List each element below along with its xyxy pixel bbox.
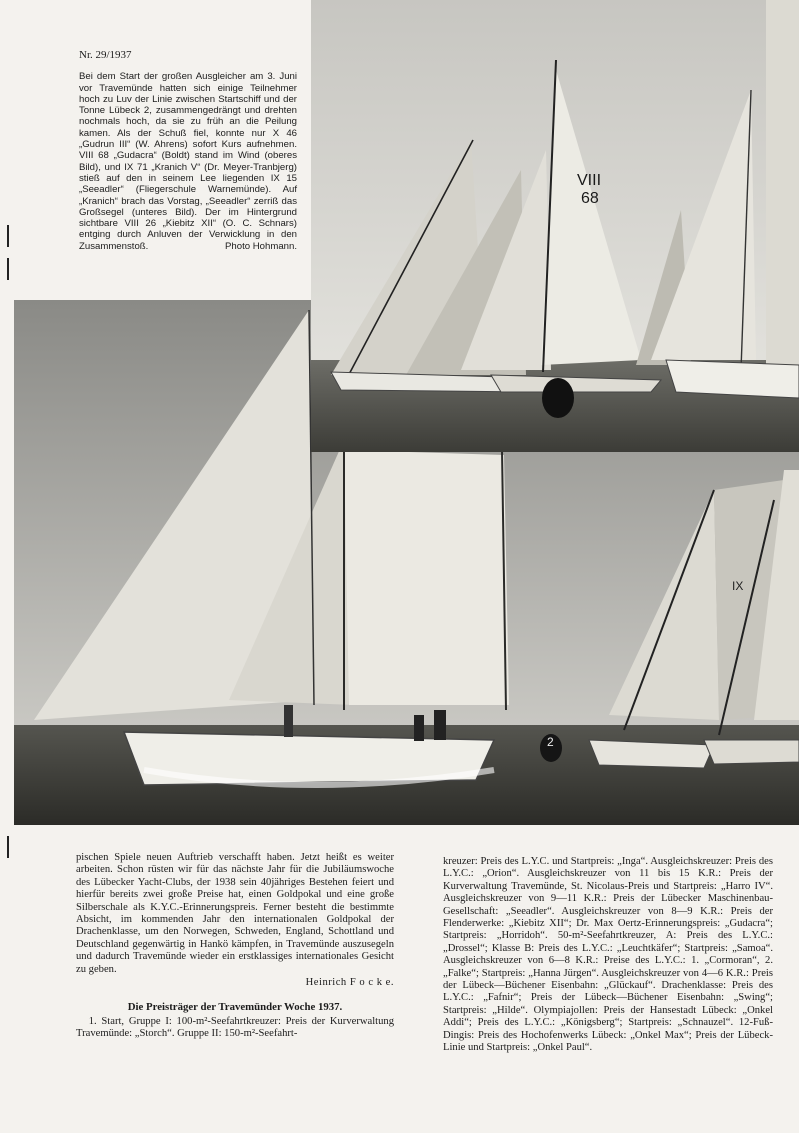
buoy-number: 2 [547, 735, 554, 749]
photo-caption [79, 50, 297, 252]
binder-mark [7, 258, 9, 280]
binder-mark [7, 225, 9, 247]
caption-text: Bei dem Start der großen Ausgleicher am 3. Juni vor Travemünde hatten sich einige Teilnehmer hoch zu Luv der Linie zwischen Startschiff und der Tonne Lübeck 2, zusammengedrängt und drehten nochmals hoch, da sie zu früh an die Peilung kamen. Als der Schuß fiel, konnte nur X 46 „Gudrun III“ (W. Ahrens) sofort Kurs aufnehmen. VIII 68 „Gudacra“ (Boldt) stand im Wind (oberes Bild), und IX 71 „Kranich V“ (Dr. Meyer-Tranbjerg) stieß auf den in seinem Lee liegenden IX 15 „Seeadler“ (Fliegerschule Warnemünde). Auf „Kranich“ brach das Vorstag, „Seeadler“ zerriß das Großsegel (unteres Bild). Der im Hintergrund sichtbare VIII 26 „Kiebitz XII“ (O. C. Schnars) entging durch Anluven der Verwicklung in den Zusammenstoß. [79, 71, 297, 252]
article-column-right [443, 856, 773, 1055]
sail-number: IX [732, 579, 744, 593]
section-heading: Die Preisträger der Travemünder Woche 1937. [127, 1001, 343, 1014]
prize-list-start: 1. Start, Gruppe I: 100-m²-Seefahrtkreuzer: Preis der Kurverwaltung Travemünde: „Storch“. Gruppe II: 150-m²-Seefahrt- [76, 1015, 394, 1040]
sail-number-bottom: 68 [581, 190, 599, 207]
author-signature: Heinrich F o c k e. [305, 977, 394, 989]
issue-label: Nr. 29/1937 [79, 49, 132, 61]
photo-regatta-start [311, 0, 799, 452]
sail-number-top: VIII [577, 172, 602, 189]
binder-mark [7, 836, 9, 858]
photo-credit: Photo Hohmann. [225, 240, 297, 252]
article-paragraph: pischen Spiele neuen Auftrieb verschafft haben. Jetzt heißt es weiter arbeiten. Schon rüsten wir für das nächste Jahr für die Jubiläumswoche des Lübecker Yacht-Clubs, der 1938 sein 40jähriges Bestehen feiert und hierfür bereits zwei große Preise hat, einen Goldpokal und eine große Silberschale als K.Y.C.-Erinnerungspreis. Ferner besteht die bestimmte Absicht, im kommenden Jahr den internationalen Goldpokal der Drachenklasse, um den Norwegen, Schweden, England, Schottland und Deutschland gegenwärtig in Hankö kämpfen, in Travemünde auszusegeln und dadurch Travemünde wieder ein erstklassiges internationales Gesicht zu geben. [76, 852, 394, 975]
prize-list-continued: kreuzer: Preis des L.Y.C. und Startpreis: „Inga“. Ausgleichskreuzer: Preis des L.Y.C.: „Orion“. Ausgleichskreuzer von 11 bis 15 K.R.: Preis der Kurverwaltung Travemünde, St. Nicolaus-Preis und Startpreis: „Harro IV“. Ausgleichskreuzer von 9—11 K.R.: Preis der Lübecker Maschinenbau-Gesellschaft: „Seeadler“. Ausgleichskreuzer von 8—9 K.R.: Preis der Flenderwerke: „Kiebitz XII“; Dr. Max Oertz-Erinnerungspreis: „Gudacra“; Startpreis: „Horridoh“. 50-m²-Seefahrtkreuzer, A: Preis des L.Y.C.: „Drossel“; Klasse B: Preis des L.Y.C.: „Leuchtkäfer“; Startpreis: „Samoa“. Ausgleichskreuzer von 6—8 K.R.: Preise des L.Y.C.: 1. „Cormoran“, 2. „Falke“; Startpreis: „Hanna Jürgen“. Ausgleichskreuzer von 4—6 K.R.: Preis der Lübeck—Büchener Eisenbahn: „Glückauf“. Drachenklasse: Preis des L.Y.C.: „Fafnir“; Preis der Lübeck—Büchener Eisenbahn: „Swing“; Startpreis: „Hilde“. Olympiajollen: Preis der Hansestadt Lübeck: „Onkel Addi“; Preis des L.Y.C.: „Königsberg“; Startpreis: „Schnauzel“. 12-Fuß-Dingis: Preis des Hochofenwerks Lübeck: „Onkel Max“; Preis der Lübeck-Linie und Startpreis: „Onkel Paul“. [443, 856, 773, 1054]
article-column-left [76, 852, 394, 1041]
